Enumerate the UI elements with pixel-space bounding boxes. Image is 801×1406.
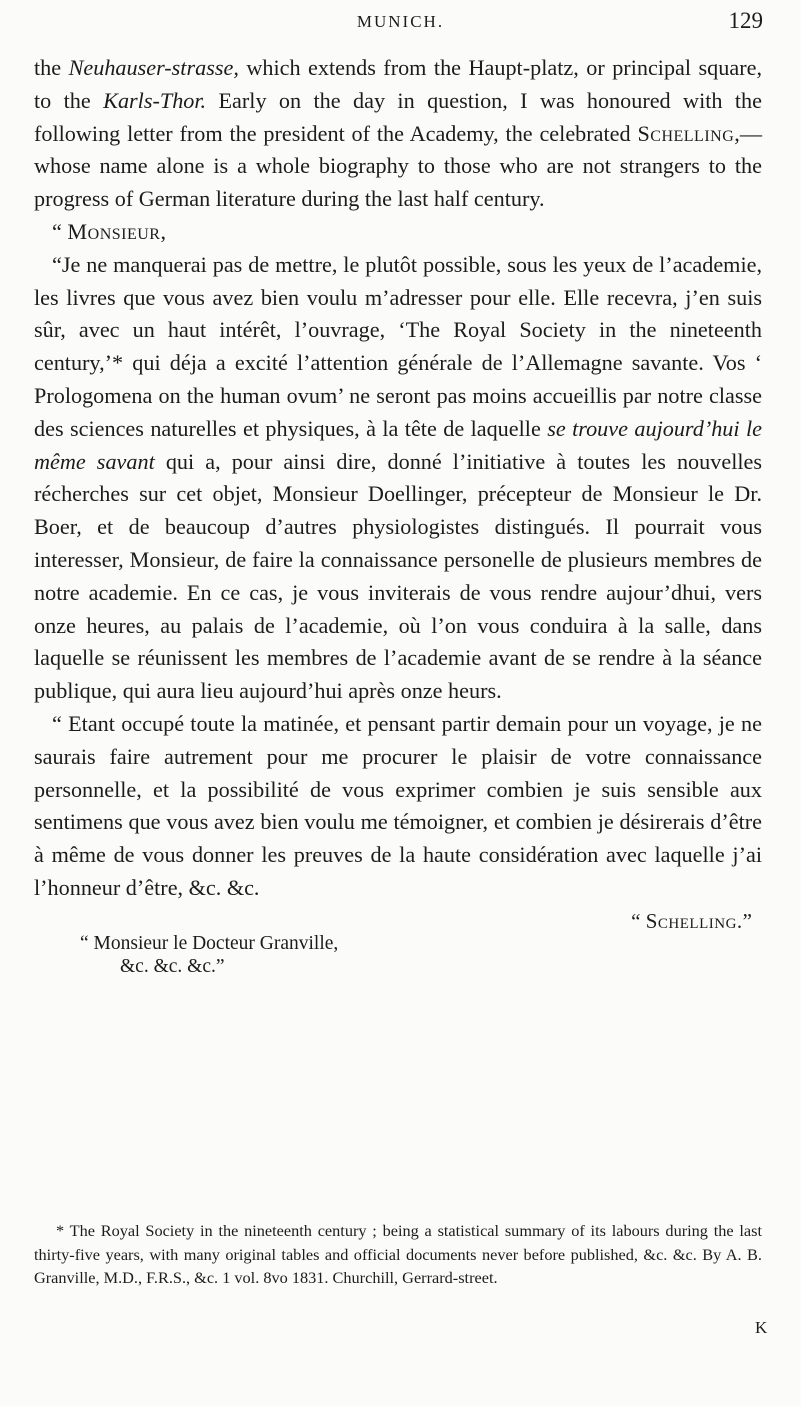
paragraph-intro bbox=[34, 52, 762, 216]
text-run: the bbox=[34, 55, 69, 80]
letter-recipient bbox=[80, 932, 338, 978]
letter-paragraph-1 bbox=[34, 249, 762, 708]
salutation-comma: , bbox=[160, 218, 167, 244]
person-name: Schelling bbox=[637, 120, 735, 146]
running-title: MUNICH. bbox=[356, 12, 445, 31]
street-name: Neuhauser-strasse, bbox=[68, 55, 239, 80]
text-run: ,—whose name alone is a whole biography to those who are not strangers to the progress of German literature during the last half century. bbox=[34, 120, 762, 212]
letter-paragraph-2: “ Etant occupé toute la matinée, et pensant partir demain pour un voyage, je ne saurais faire autrement pour me procurer le plaisir de votre connaissance personnelle, et la possibilité de vous exprimer combien je suis sensible aux sentimens que vous avez bien voulu me témoigner, et combien je désirerais d’être à même de vous donner les preuves de la haute considération avec laquelle j’ai l’honneur d’être, &c. &c. bbox=[34, 710, 762, 900]
open-quote: “ bbox=[52, 218, 68, 244]
letter-signature bbox=[631, 905, 752, 938]
page-number: 129 bbox=[728, 8, 763, 33]
letter-salutation bbox=[34, 216, 762, 249]
emphasis: se trouve aujourd’hui le même savant bbox=[34, 415, 762, 474]
recipient-line: &c. &c. &c.” bbox=[120, 955, 225, 977]
text-run: Early on the day in question, I was honoured with the following letter from the president of the Academy, the celebrated bbox=[34, 87, 762, 146]
text-run: which extends from the Haupt-platz, or principal square, to the bbox=[34, 55, 762, 113]
gate-name: Karls-Thor. bbox=[103, 87, 207, 113]
text-run: qui a, pour ainsi dire, donné l’initiative à toutes les nouvelles récherches sur cet objet, Monsieur Doellinger, précepteur de Monsieur le Dr. Boer, et de beaucoup d’autres physiologistes distingués. Il pourrait vous interesser, Monsieur, de faire la connaissance personelle de plusieurs membres de notre academie. En ce cas, je vous inviterais de vous rendre aujour’dhui, vers onze heures, au palais de l’academie, où l’on vous conduira à la salle, dans laquelle se réunissent les membres de l’academie avant de se rendre à la séance publique, qui aura lieu aujourd’hui après onze heurs. bbox=[34, 448, 763, 704]
close-quote: ” bbox=[742, 908, 752, 933]
signatory-name: Schelling. bbox=[645, 908, 743, 933]
open-quote: “ bbox=[631, 908, 646, 933]
signature-mark: K bbox=[755, 1318, 768, 1337]
footnote: * The Royal Society in the nineteenth century ; being a statistical summary of its labours during the last thirty-five years, with many original tables and official documents never before published, &c. &c. By A. B. Granville, M.D., F.R.S., &c. 1 vol. 8vo 1831. Churchill, Gerrard-street. bbox=[34, 1221, 762, 1287]
text-run: “Je ne manquerai pas de mettre, le plutôt possible, sous les yeux de l’academie, les livres que vous avez bien voulu m’adresser pour elle. Elle recevra, j’en suis sûr, avec un haut intérêt, l’ouvrage, ‘The Royal Society in the nineteenth century,’* qui déja a excité l’attention générale de l’Allemagne savante. Vos ‘ Prologomena on the human ovum’ ne seront pas moins accueillis par notre classe des sciences naturelles et physiques, à la tête de laquelle bbox=[34, 251, 762, 441]
salutation-name: Monsieur bbox=[67, 218, 161, 244]
recipient-line: “ Monsieur le Docteur Granville, bbox=[80, 932, 339, 954]
main-text bbox=[34, 52, 762, 980]
letter-closing bbox=[34, 905, 762, 980]
page-header bbox=[0, 8, 801, 38]
